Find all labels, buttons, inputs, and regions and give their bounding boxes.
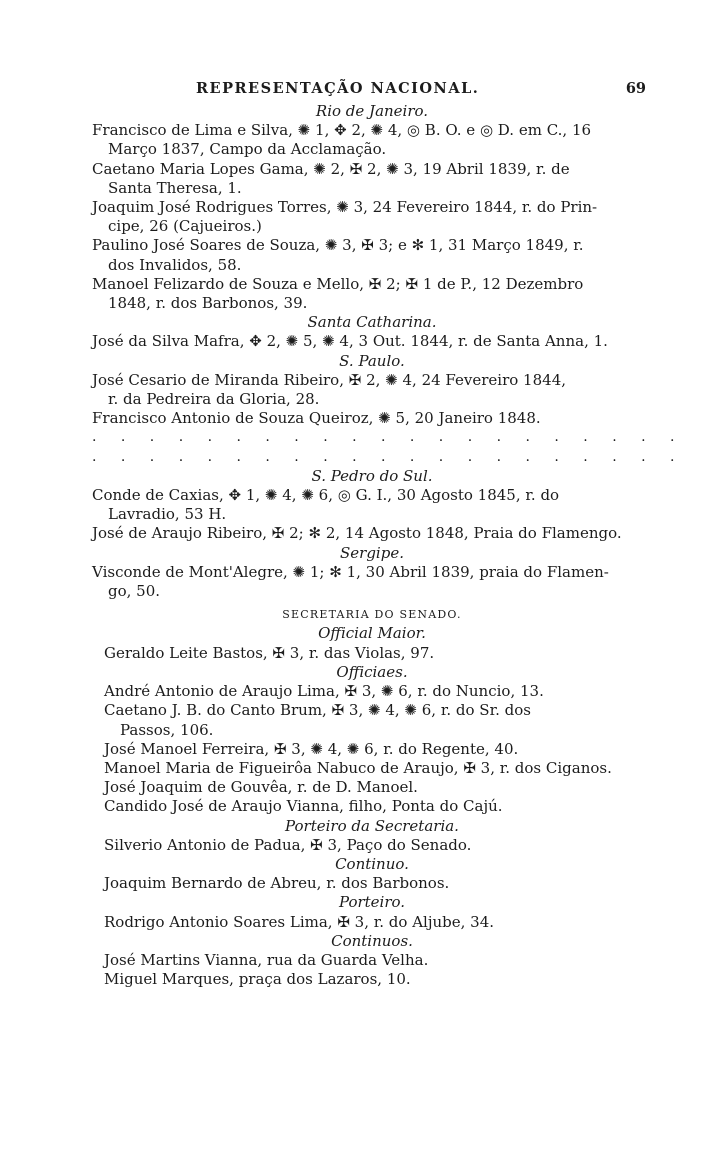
- running-head-title: REPRESENTAÇÃO NACIONAL.: [196, 80, 480, 97]
- entry-line: José da Silva Mafra, ✥ 2, ✺ 5, ✺ 4, 3 Out. 1844, r. de Santa Anna, 1.: [92, 332, 608, 351]
- entry-line: André Antonio de Araujo Lima, ✠ 3, ✺ 6, r. do Nuncio, 13.: [104, 682, 544, 701]
- ellipsis-row: . . . . . . . . . . . . . . . . . . . . .: [92, 448, 685, 465]
- page-number: 69: [625, 80, 646, 97]
- page-content: [92, 102, 685, 989]
- entry-line: Visconde de Mont'Alegre, ✺ 1; ✻ 1, 30 Abril 1839, praia do Flamen-: [92, 562, 609, 581]
- entry-line: Rodrigo Antonio Soares Lima, ✠ 3, r. do Aljube, 34.: [104, 912, 495, 931]
- entry-line: Candido José de Araujo Vianna, filho, Ponta do Cajú.: [104, 797, 503, 816]
- entry-line: Joaquim Bernardo de Abreu, r. dos Barbonos.: [104, 874, 450, 893]
- section-heading-sao-paulo: S. Paulo.: [339, 351, 405, 370]
- entry-line: Manoel Maria de Figueirôa Nabuco de Araujo, ✠ 3, r. dos Ciganos.: [104, 758, 612, 777]
- entry-line: cipe, 26 (Cajueiros.): [108, 217, 262, 236]
- section-heading-continuo: Continuo.: [335, 854, 409, 873]
- entry-line: 1848, r. dos Barbonos, 39.: [108, 294, 308, 313]
- entry-line: r. da Pedreira da Gloria, 28.: [108, 390, 320, 409]
- entry-line: José Cesario de Miranda Ribeiro, ✠ 2, ✺ 4, 24 Fevereiro 1844,: [92, 370, 567, 389]
- entry-line: Francisco Antonio de Souza Queiroz, ✺ 5, 20 Janeiro 1848.: [92, 409, 541, 428]
- entry-line: dos Invalidos, 58.: [108, 255, 242, 274]
- entry-line: Santa Theresa, 1.: [108, 178, 242, 197]
- entry-line: Francisco de Lima e Silva, ✺ 1, ✥ 2, ✺ 4, ◎ B. O. e ◎ D. em C., 16: [92, 121, 592, 140]
- section-heading-porteiro-secretaria: Porteiro da Secretaria.: [285, 816, 459, 835]
- section-heading-sao-pedro: S. Pedro do Sul.: [311, 466, 433, 485]
- entry-line: Caetano Maria Lopes Gama, ✺ 2, ✠ 2, ✺ 3, 19 Abril 1839, r. de: [92, 159, 570, 178]
- entry-line: Joaquim José Rodrigues Torres, ✺ 3, 24 Fevereiro 1844, r. do Prin-: [92, 198, 598, 217]
- section-heading-secretaria: SECRETARIA DO SENADO.: [282, 608, 462, 622]
- section-heading-porteiro: Porteiro.: [338, 893, 406, 912]
- entry-line: José Martins Vianna, rua da Guarda Velha.: [104, 950, 429, 969]
- entry-line: José Joaquim de Gouvêa, r. de D. Manoel.: [104, 778, 418, 797]
- entry-line: Caetano J. B. do Canto Brum, ✠ 3, ✺ 4, ✺ 6, r. do Sr. dos: [104, 701, 531, 720]
- section-heading-rio: Rio de Janeiro.: [315, 102, 429, 120]
- section-heading-sergipe: Sergipe.: [340, 543, 404, 562]
- ellipsis-row: . . . . . . . . . . . . . . . . . . . . .: [92, 429, 685, 446]
- entry-line: Geraldo Leite Bastos, ✠ 3, r. das Violas, 97.: [104, 643, 435, 662]
- section-heading-official-maior: Official Maior.: [318, 624, 426, 643]
- section-heading-officiaes: Officiaes.: [336, 662, 408, 681]
- entry-line: Manoel Felizardo de Souza e Mello, ✠ 2; ✠ 1 de P., 12 Dezembro: [92, 274, 584, 293]
- section-heading-santa-catharina: Santa Catharina.: [307, 313, 437, 332]
- section-heading-continuos: Continuos.: [331, 931, 413, 950]
- entry-line: José de Araujo Ribeiro, ✠ 2; ✻ 2, 14 Agosto 1848, Praia do Flamengo.: [92, 524, 622, 543]
- entry-line: Passos, 106.: [120, 720, 214, 739]
- entry-line: Lavradio, 53 H.: [108, 505, 227, 524]
- entry-line: Miguel Marques, praça dos Lazaros, 10.: [104, 970, 411, 989]
- entry-line: José Manoel Ferreira, ✠ 3, ✺ 4, ✺ 6, r. do Regente, 40.: [104, 739, 519, 758]
- entry-line: go, 50.: [108, 582, 161, 601]
- entry-line: Silverio Antonio de Padua, ✠ 3, Paço do Senado.: [104, 835, 472, 854]
- entry-line: Conde de Caxias, ✥ 1, ✺ 4, ✺ 6, ◎ G. I., 30 Agosto 1845, r. do: [92, 486, 560, 505]
- running-head: [196, 80, 646, 100]
- entry-line: Paulino José Soares de Souza, ✺ 3, ✠ 3; e ✻ 1, 31 Março 1849, r.: [92, 236, 584, 255]
- entry-line: Março 1837, Campo da Acclamação.: [108, 140, 387, 159]
